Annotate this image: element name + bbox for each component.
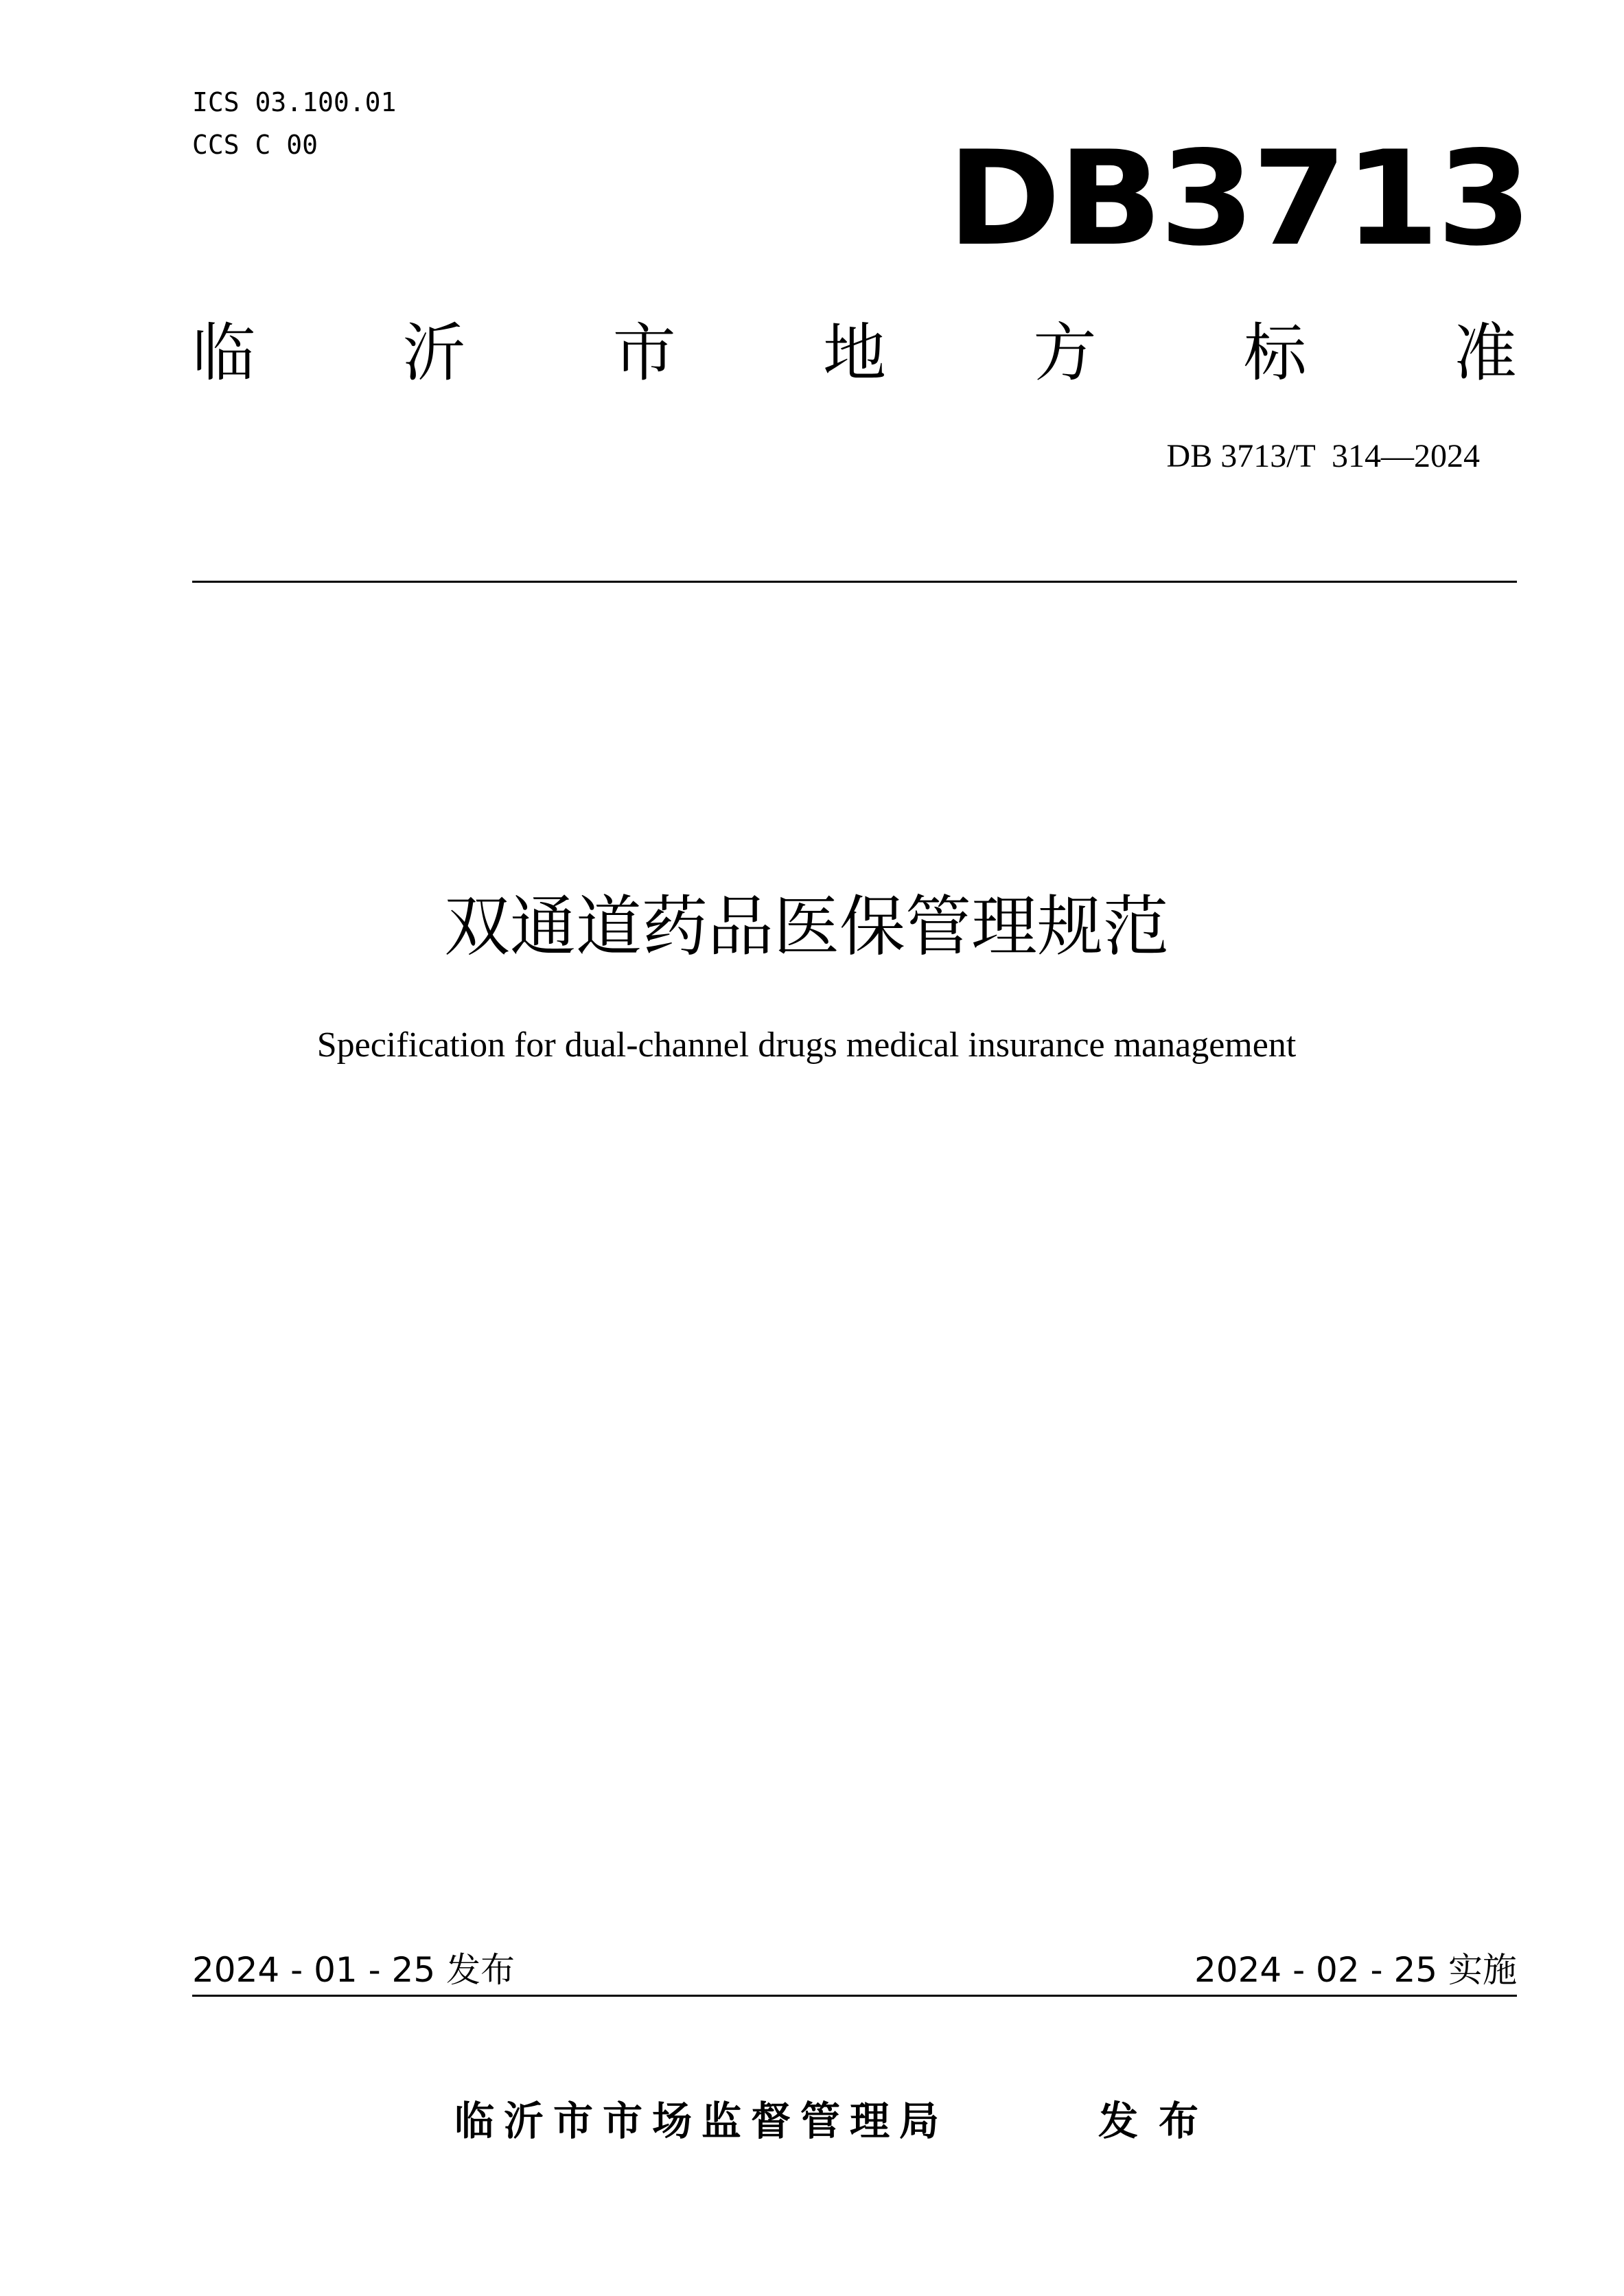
standard-type-char: 市 (612, 316, 676, 390)
standard-type-char: 临 (192, 316, 256, 390)
standard-type-char: 标 (1243, 316, 1307, 390)
issue-label: 发布 (1098, 2098, 1220, 2144)
implementation-date: 2024 - 02 - 25 实施 (1194, 1950, 1517, 1990)
top-divider (192, 581, 1517, 583)
ccs-code: CCS C 00 (192, 130, 318, 160)
standard-type-char: 沂 (402, 316, 466, 390)
document-title-chinese: 双通道药品医保管理规范 (444, 888, 1169, 965)
standard-type-char: 准 (1453, 316, 1517, 390)
classification-codes (192, 81, 396, 166)
document-title-english: Specification for dual-channel drugs medical insurance management (316, 1025, 1297, 1065)
standard-type-char: 方 (1033, 316, 1097, 390)
standard-type-heading (192, 312, 1517, 395)
bottom-divider (192, 1995, 1517, 1997)
issue-date: 2024 - 01 - 25 发布 (192, 1950, 515, 1990)
issuing-authority: 临沂市市场监督管理局 (454, 2098, 949, 2144)
standard-type-char: 地 (822, 316, 886, 390)
ics-code: ICS 03.100.01 (192, 87, 397, 117)
standard-code-mark: DB3713 (947, 123, 1529, 275)
standard-number: DB 3713/T 314—2024 (1166, 438, 1480, 474)
